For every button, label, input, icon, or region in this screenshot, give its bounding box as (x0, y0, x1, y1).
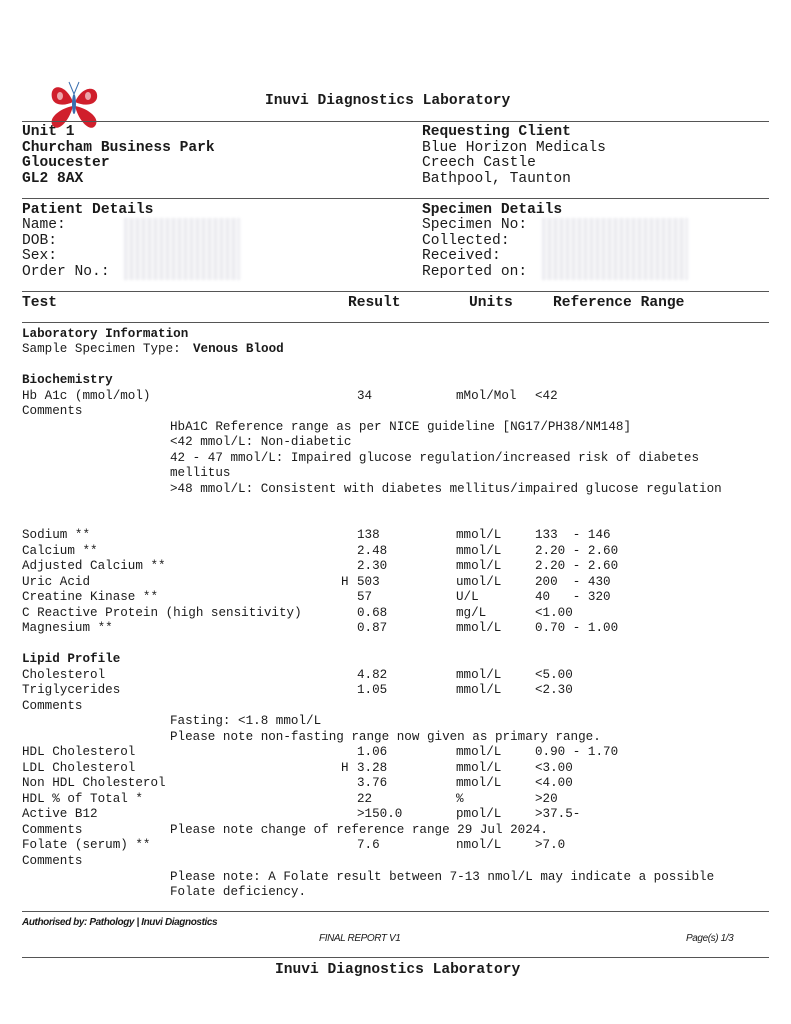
test-reference-range: >7.0 (535, 838, 566, 852)
test-name: Adjusted Calcium ** (22, 559, 166, 573)
client-line: Creech Castle (422, 155, 536, 171)
test-units: mmol/L (456, 528, 502, 542)
test-units: mmol/L (456, 668, 502, 682)
test-units: mmol/L (456, 776, 502, 790)
lab-address-line: Gloucester (22, 155, 110, 171)
column-header-result: Result (348, 295, 401, 311)
test-result: 503 (357, 575, 380, 589)
test-reference-range: >37.5- (535, 807, 581, 821)
test-name: C Reactive Protein (high sensitivity) (22, 606, 302, 620)
test-name: Hb A1c (mmol/mol) (22, 389, 151, 403)
test-name: Non HDL Cholesterol (22, 776, 166, 790)
patient-details-title: Patient Details (22, 202, 154, 218)
test-units: mmol/L (456, 544, 502, 558)
test-units: mmol/L (456, 559, 502, 573)
test-name: Folate (serum) ** (22, 838, 151, 852)
test-reference-range: 0.90 - 1.70 (535, 745, 619, 759)
test-name: LDL Cholesterol (22, 761, 136, 775)
column-header-range: Reference Range (553, 295, 685, 311)
test-name: Sodium ** (22, 528, 91, 542)
test-reference-range: 133 - 146 (535, 528, 611, 542)
specimen-field-label: Received: (422, 248, 501, 264)
comments-label: Comments (22, 823, 83, 837)
comment-line: Fasting: <1.8 mmol/L (170, 714, 322, 728)
lab-address-line: Churcham Business Park (22, 140, 215, 156)
divider (22, 198, 769, 199)
specimen-details-title: Specimen Details (422, 202, 563, 218)
comment-line: >48 mmol/L: Consistent with diabetes mellitus/impaired glucose regulation (170, 482, 722, 496)
test-result: 4.82 (357, 668, 388, 682)
test-result: 2.48 (357, 544, 388, 558)
test-name: Creatine Kinase ** (22, 590, 159, 604)
test-result: 1.05 (357, 683, 388, 697)
patient-field-label: Name: (22, 217, 66, 233)
specimen-field-label: Collected: (422, 233, 510, 249)
patient-field-label: Sex: (22, 248, 58, 264)
comment-line: Please note change of reference range 29 Jul 2024. (170, 823, 548, 837)
test-result: 0.68 (357, 606, 388, 620)
client-line: Blue Horizon Medicals (422, 140, 606, 156)
section-title-lipid-profile: Lipid Profile (22, 652, 121, 666)
lab-address-line: Unit 1 (22, 124, 75, 140)
test-units: mg/L (456, 606, 487, 620)
column-header-test: Test (22, 295, 58, 311)
specimen-field-label: Reported on: (422, 264, 528, 280)
comment-line: Folate deficiency. (170, 885, 307, 899)
comment-line: <42 mmol/L: Non-diabetic (170, 435, 352, 449)
comment-line: mellitus (170, 466, 231, 480)
test-name: Active B12 (22, 807, 98, 821)
test-units: U/L (456, 590, 479, 604)
test-units: % (456, 792, 464, 806)
test-reference-range: 0.70 - 1.00 (535, 621, 619, 635)
comments-label: Comments (22, 699, 83, 713)
test-result: 57 (357, 590, 373, 604)
divider (22, 322, 769, 323)
test-name: Triglycerides (22, 683, 121, 697)
footer-lab-name: Inuvi Diagnostics Laboratory (275, 962, 521, 978)
authorised-by: Authorised by: Pathology | Inuvi Diagnostics (22, 917, 218, 928)
page-count: Page(s) 1/3 (686, 933, 734, 944)
test-reference-range: 2.20 - 2.60 (535, 559, 619, 573)
test-result: 3.76 (357, 776, 388, 790)
test-reference-range: <3.00 (535, 761, 573, 775)
specimen-type-label: Sample Specimen Type: (22, 342, 181, 356)
test-units: mmol/L (456, 761, 502, 775)
test-name: HDL Cholesterol (22, 745, 136, 759)
report-version: FINAL REPORT V1 (319, 933, 401, 944)
patient-field-label: Order No.: (22, 264, 110, 280)
test-result: 2.30 (357, 559, 388, 573)
test-name: Cholesterol (22, 668, 106, 682)
test-name: HDL % of Total * (22, 792, 143, 806)
test-reference-range: 40 - 320 (535, 590, 611, 604)
high-flag: H (341, 575, 349, 589)
test-reference-range: 2.20 - 2.60 (535, 544, 619, 558)
redacted-specimen-values (542, 218, 688, 280)
lab-name-title: Inuvi Diagnostics Laboratory (265, 93, 511, 109)
column-header-units: Units (469, 295, 513, 311)
test-units: mMol/Mol (456, 389, 517, 403)
comment-line: Please note: A Folate result between 7-13 nmol/L may indicate a possible (170, 870, 715, 884)
test-reference-range: >20 (535, 792, 558, 806)
divider (22, 121, 769, 122)
test-units: nmol/L (456, 838, 502, 852)
patient-field-label: DOB: (22, 233, 58, 249)
divider (22, 957, 769, 958)
test-name: Uric Acid (22, 575, 91, 589)
test-reference-range: <42 (535, 389, 558, 403)
test-result: 1.06 (357, 745, 388, 759)
test-result: 0.87 (357, 621, 388, 635)
comments-label: Comments (22, 404, 83, 418)
comment-line: Please note non-fasting range now given as primary range. (170, 730, 601, 744)
comment-line: HbA1C Reference range as per NICE guideline [NG17/PH38/NM148] (170, 420, 632, 434)
test-reference-range: <1.00 (535, 606, 573, 620)
test-units: mmol/L (456, 745, 502, 759)
test-units: umol/L (456, 575, 502, 589)
test-units: mmol/L (456, 683, 502, 697)
redacted-patient-values (124, 218, 240, 280)
lab-logo (24, 58, 86, 120)
divider (22, 911, 769, 912)
lab-address-line: GL2 8AX (22, 171, 84, 187)
test-name: Calcium ** (22, 544, 98, 558)
comment-line: 42 - 47 mmol/L: Impaired glucose regulation/increased risk of diabetes (170, 451, 700, 465)
test-reference-range: <2.30 (535, 683, 573, 697)
client-line: Bathpool, Taunton (422, 171, 571, 187)
test-result: 7.6 (357, 838, 380, 852)
test-name: Magnesium ** (22, 621, 113, 635)
specimen-type-value: Venous Blood (193, 342, 284, 356)
test-result: >150.0 (357, 807, 403, 821)
section-title-biochemistry: Biochemistry (22, 373, 113, 387)
test-result: 3.28 (357, 761, 388, 775)
comments-label: Comments (22, 854, 83, 868)
test-result: 22 (357, 792, 373, 806)
requesting-client-title: Requesting Client (422, 124, 571, 140)
test-reference-range: 200 - 430 (535, 575, 611, 589)
test-units: pmol/L (456, 807, 502, 821)
lab-info-title: Laboratory Information (22, 327, 189, 341)
divider (22, 291, 769, 292)
test-reference-range: <4.00 (535, 776, 573, 790)
high-flag: H (341, 761, 349, 775)
specimen-field-label: Specimen No: (422, 217, 528, 233)
test-reference-range: <5.00 (535, 668, 573, 682)
test-result: 138 (357, 528, 380, 542)
test-result: 34 (357, 389, 373, 403)
test-units: mmol/L (456, 621, 502, 635)
